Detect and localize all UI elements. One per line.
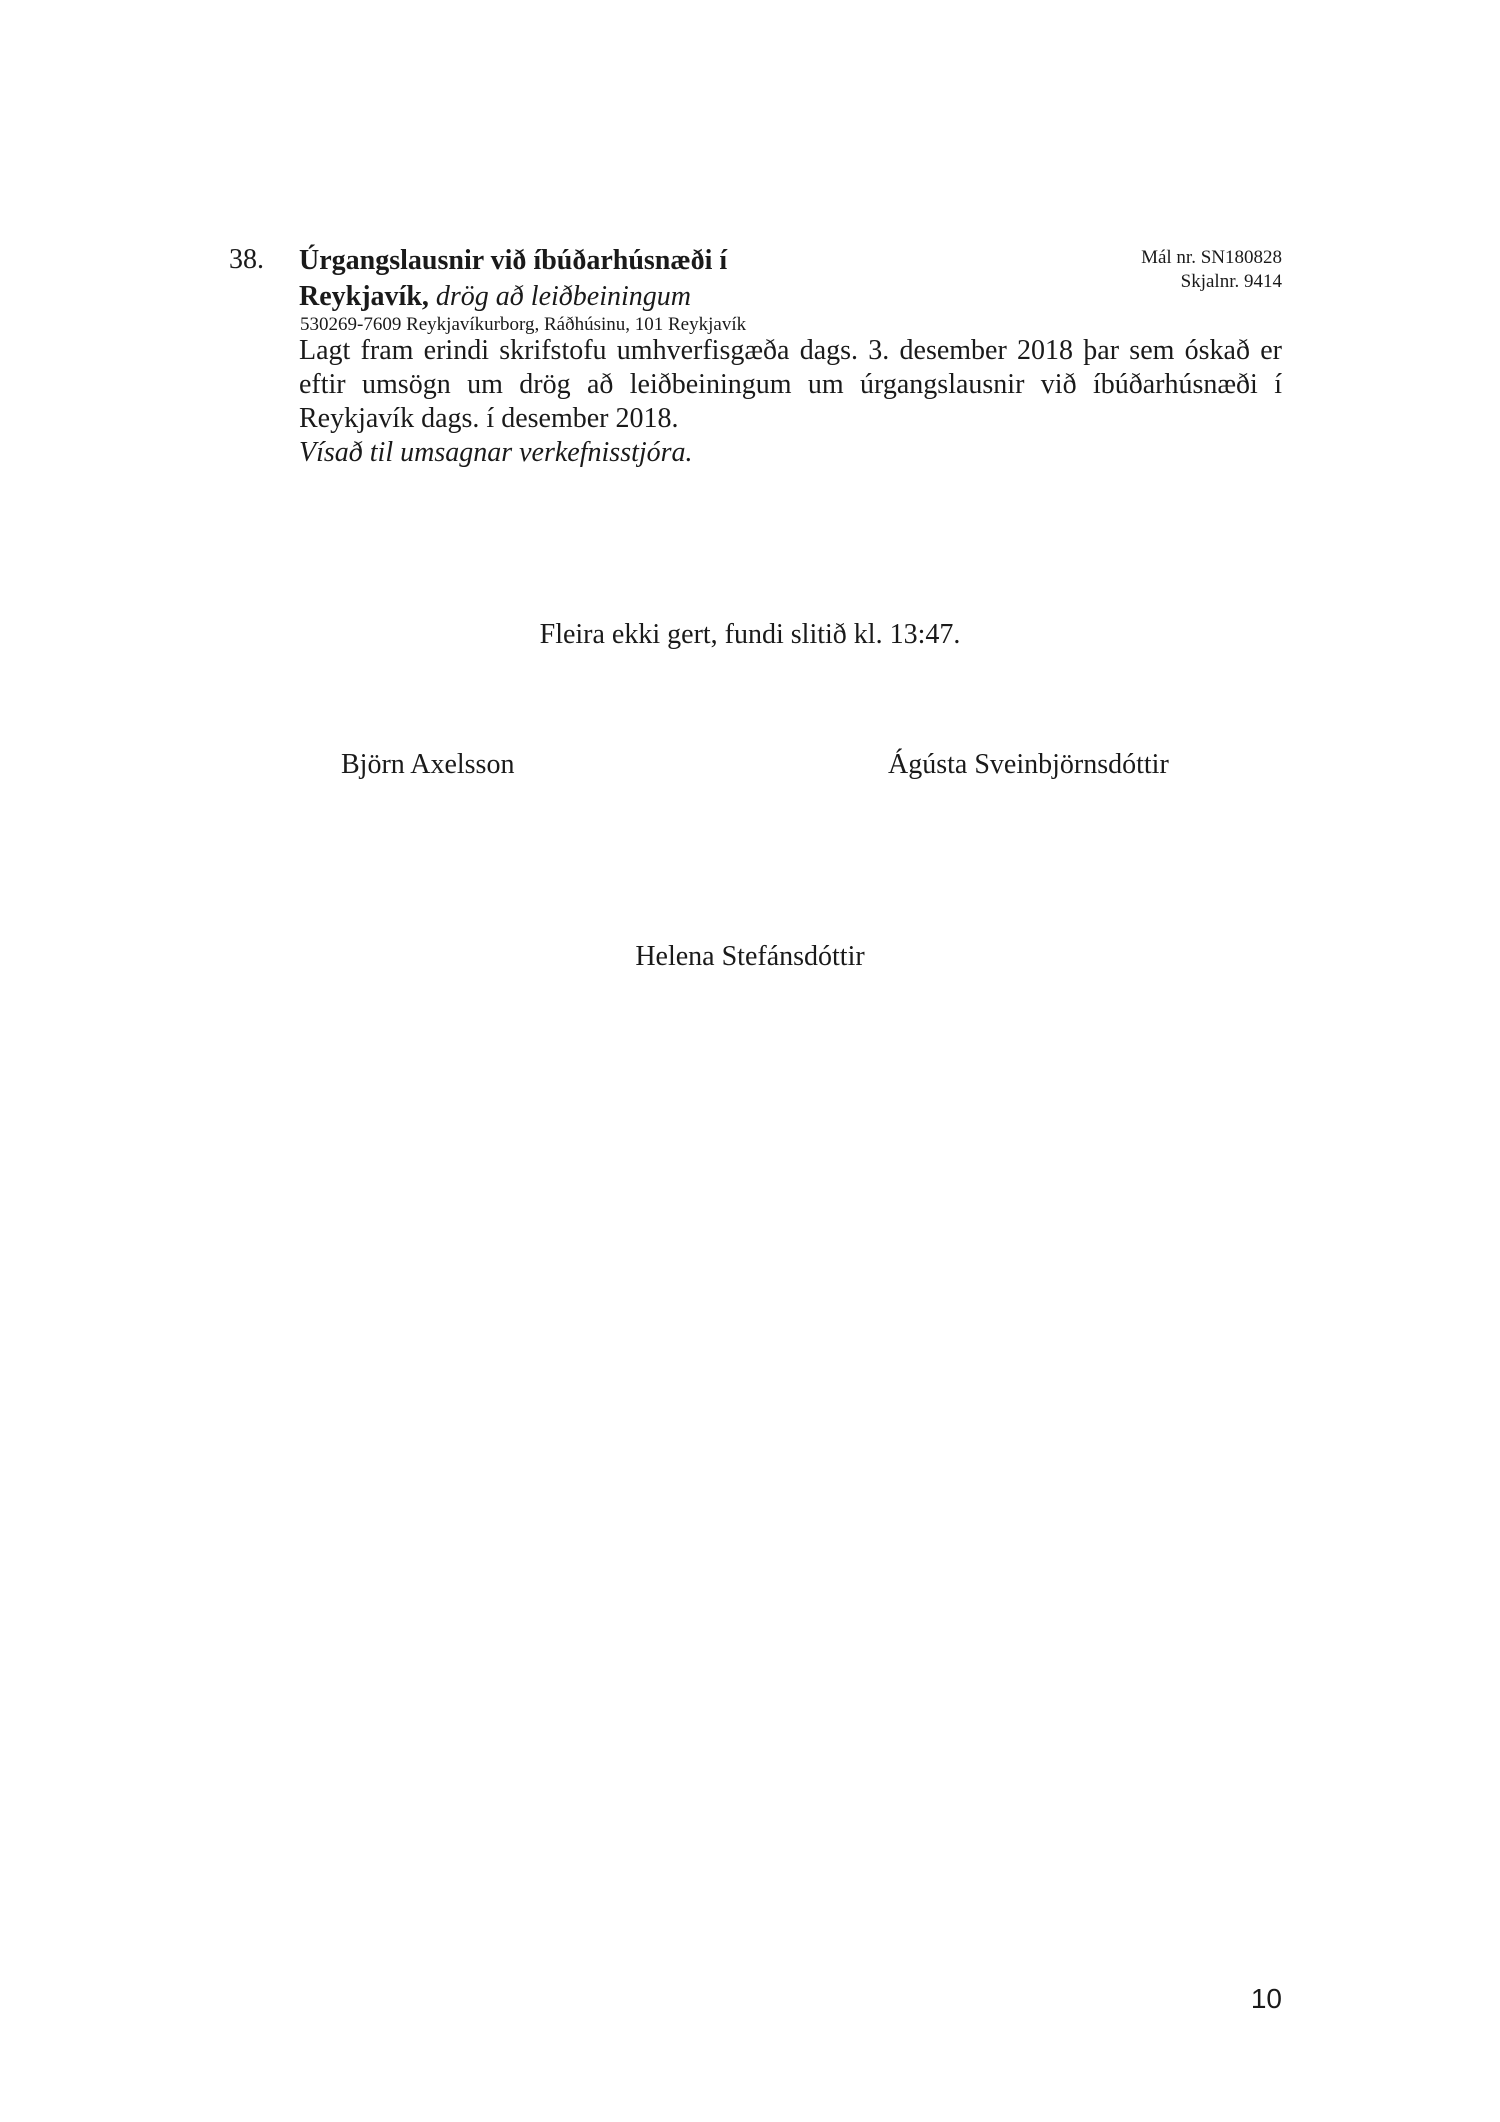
- body-line: Lagt fram erindi skrifstofu umhverfisgæða dags. 3. desember 2018 þar sem óskað er: [299, 335, 1282, 366]
- applicant: 530269-7609 Reykjavíkurborg, Ráðhúsinu, 101 Reykjavík: [300, 314, 747, 335]
- file-number: Skjalnr. 9414: [1180, 271, 1282, 292]
- item-body: [299, 334, 1282, 436]
- signature-name: Ágústa Sveinbjörnsdóttir: [888, 749, 1169, 780]
- body-line: eftir umsögn um drög að leiðbeiningum um úrgangslausnir við íbúðarhúsnæði í: [299, 369, 1282, 400]
- item-number: 38.: [229, 244, 264, 275]
- signature-name: Helena Stefánsdóttir: [635, 941, 865, 972]
- case-number: Mál nr. SN180828: [1141, 247, 1282, 268]
- closing-statement: Fleira ekki gert, fundi slitið kl. 13:47.: [539, 619, 961, 650]
- item-title-italic: drög að leiðbeiningum: [435, 281, 691, 312]
- body-line: Reykjavík dags. í desember 2018.: [299, 403, 679, 434]
- page-number: 10: [1250, 1983, 1282, 2014]
- item-conclusion: Vísað til umsagnar verkefnisstjóra.: [299, 437, 693, 468]
- case-meta: [1141, 246, 1282, 294]
- signature-name: Björn Axelsson: [341, 749, 515, 780]
- item-title-bold: Úrgangslausnir við íbúðarhúsnæði í Reykjavík,: [299, 245, 728, 312]
- item-title: [299, 243, 859, 315]
